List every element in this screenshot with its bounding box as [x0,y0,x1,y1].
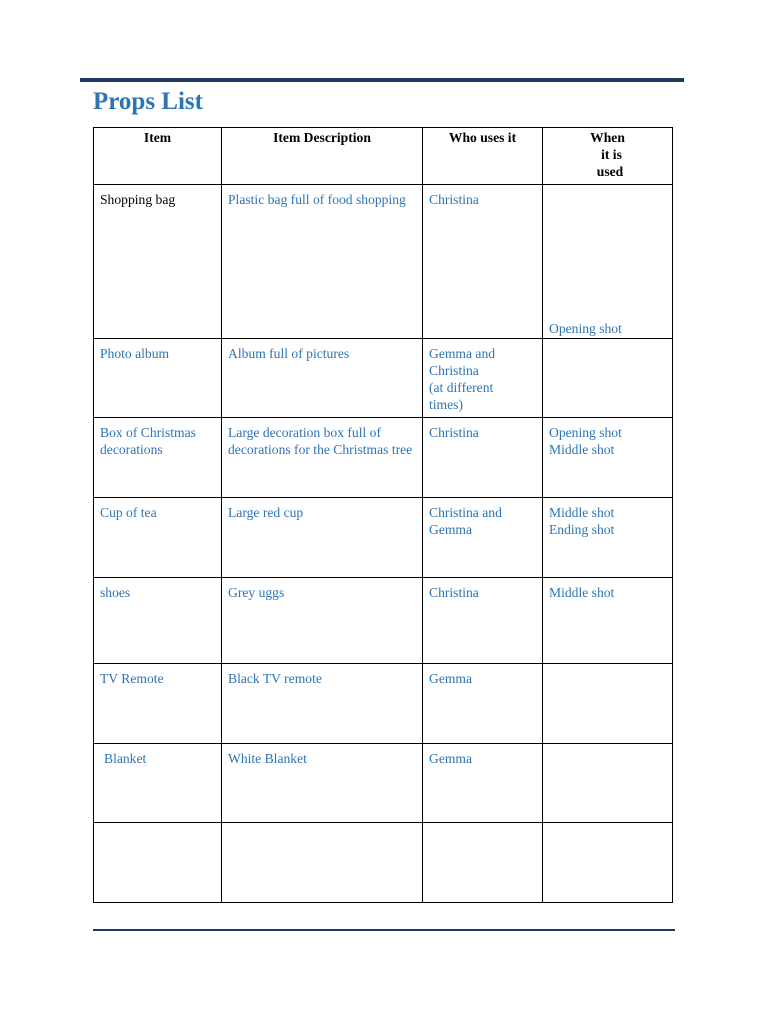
table-row [94,744,673,823]
who-line: Christina [429,585,479,600]
item-cell [94,823,222,903]
header-when-line1: When [590,130,625,145]
who-line: Gemma and [429,346,496,361]
header-when [543,128,673,185]
when-cell [543,498,673,578]
item-cell: shoes [94,578,222,664]
props-table [93,127,673,903]
header-when-line3: used [596,164,624,179]
table-row [94,498,673,578]
when-cell [543,185,673,339]
header-row [94,128,673,185]
who-cell [423,578,543,664]
item-cell: Shopping bag [94,185,222,339]
description-cell: Large red cup [222,498,423,578]
who-line: (at different [429,380,494,395]
who-cell [423,498,543,578]
table-row [94,418,673,498]
table-row [94,823,673,903]
top-rule [80,78,684,82]
when-line: Middle shot [549,442,615,457]
who-line: Christina [429,425,479,440]
when-line: Opening shot [549,321,622,336]
item-cell: TV Remote [94,664,222,744]
when-cell [543,578,673,664]
who-line: Gemma [429,671,473,686]
table-row [94,664,673,744]
header-item: Item [94,128,222,185]
who-line: Gemma [429,751,473,766]
description-cell: Large decoration box full of decorations for the Christmas tree [222,418,423,498]
when-line: Ending shot [549,522,615,537]
header-who: Who uses it [423,128,543,185]
who-cell [423,664,543,744]
who-cell [423,339,543,418]
who-line: Gemma [429,522,473,537]
item-cell: Photo album [94,339,222,418]
table-row [94,339,673,418]
item-cell: Blanket [94,744,222,823]
when-line: Opening shot [549,425,622,440]
description-cell [222,823,423,903]
when-cell [543,339,673,418]
table-row [94,578,673,664]
who-line: Christina and [429,505,502,520]
when-line: Middle shot [549,585,615,600]
who-cell [423,418,543,498]
description-cell: White Blanket [222,744,423,823]
who-line: times) [429,397,463,412]
description-cell: Black TV remote [222,664,423,744]
when-cell [543,744,673,823]
bottom-rule [93,929,675,931]
header-description: Item Description [222,128,423,185]
who-line: Christina [429,363,479,378]
who-cell [423,823,543,903]
when-cell [543,664,673,744]
item-cell: Cup of tea [94,498,222,578]
table-row [94,185,673,339]
who-cell [423,744,543,823]
item-cell: Box of Christmas decorations [94,418,222,498]
description-cell: Plastic bag full of food shopping [222,185,423,339]
page-title: Props List [93,88,203,115]
header-when-line2: it is [601,147,622,162]
when-line: Middle shot [549,505,615,520]
description-cell: Grey uggs [222,578,423,664]
who-cell [423,185,543,339]
description-cell: Album full of pictures [222,339,423,418]
when-cell [543,823,673,903]
who-line: Christina [429,192,479,207]
when-cell [543,418,673,498]
